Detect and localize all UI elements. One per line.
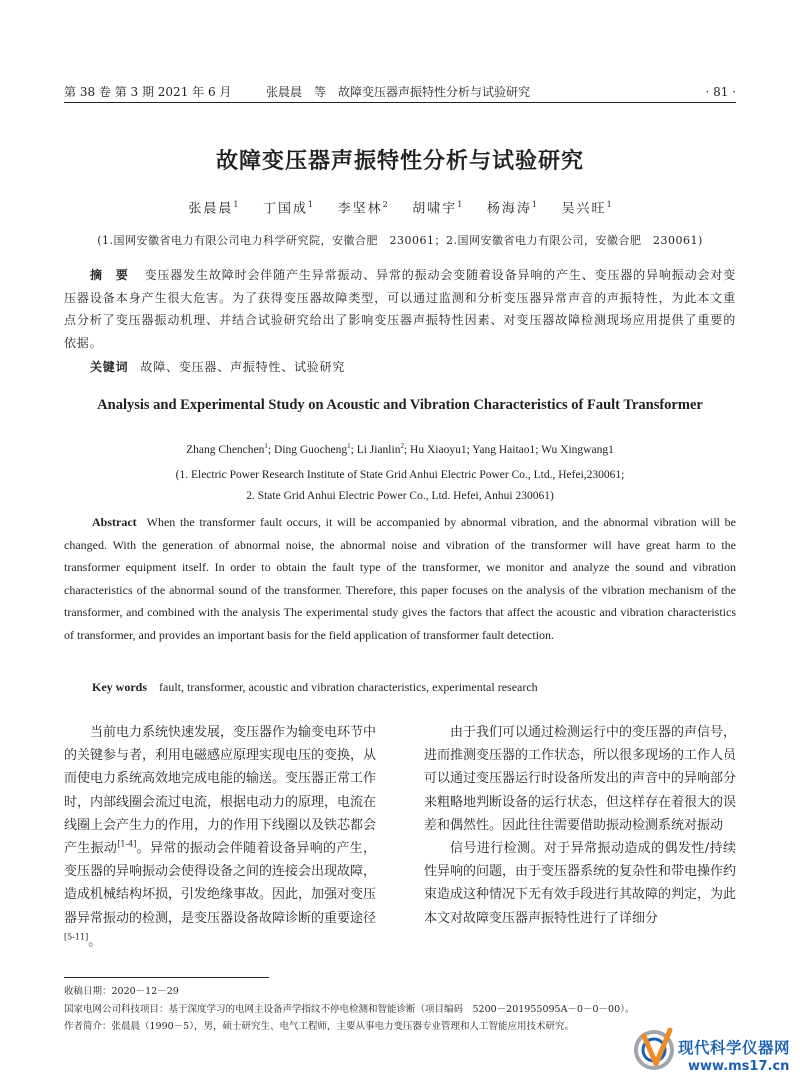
- keywords-text-en: fault, transformer, acoustic and vibration characteristics, experimental research: [159, 680, 538, 694]
- author-affil-mark: 1: [347, 442, 351, 450]
- running-title: 张晨晨 等 故障变压器声振特性分析与试验研究: [266, 85, 531, 99]
- running-header: [64, 84, 736, 100]
- body-text: 当前电力系统快速发展，变压器作为输变电环节中的关键参与者，利用电磁感应原理实现电压的变换，从而使电力系统高效地完成电能的输送。变压器正常工作时，内部线圈会流过电流，根据电动力的原理，电流在线圈上会产生力的作用，力的作用下线圈以及铁芯都会产生振动: [64, 725, 377, 857]
- citation-ref: [1-4]: [117, 839, 137, 849]
- body-paragraph: [64, 721, 376, 953]
- footnote-fund: 国家电网公司科技项目：基于深度学习的电网主设备声学指纹不停电检测和智能诊断（项目编码 5200－201955095A－0－0－00）。: [64, 1004, 635, 1015]
- author-affil-mark: 1: [606, 200, 612, 209]
- abstract-text-en: When the transformer fault occurs, it will be accompanied by abnormal vibration, and the abnormal vibration will be changed. With the generation of abnormal noise, the abnormal noise and vibration of the transformer will have great harm to the transformer equipment itself. In order to obtain the fault type of the transformer, we monitor and analyze the sound and vibration characteristics of the abnormal sound of the transformer. Therefore, this paper focuses on the analysis of the vibration mechanism of the transformer, and combined with the analysis The experimental study gives the factors that affect the acoustic and vibration characteristics of transformer, and provides an important basis for the field application of transformer fault detection.: [64, 515, 736, 642]
- abstract-text-cn: 变压器发生故障时会伴随产生异常振动、异常的振动会变随着设备异响的产生、变压器的异响振动会对变压器设备本身产生很大危害。为了获得变压器故障类型，可以通过监测和分析变压器异常声音的声振特性，为此本文重点分析了变压器振动机理、并结合试验研究给出了影响变压器声振特性因素、对变压器故障检测现场应用提供了重要的依据。: [64, 268, 736, 350]
- abstract-en: [64, 511, 736, 646]
- author-name: Yang Haitao1: [472, 443, 536, 456]
- author-affil-mark: 1: [233, 200, 239, 209]
- author-name: Hu Xiaoyu1: [410, 443, 467, 456]
- keywords-label-en: Key words: [92, 680, 147, 694]
- author-name: Li Jianlin: [356, 443, 401, 456]
- body-column-left: [64, 721, 376, 953]
- body-column-right: [424, 721, 736, 930]
- author-name: Ding Guocheng: [273, 443, 348, 456]
- author-affil-mark: 1: [457, 200, 463, 209]
- body-text: 。异常的振动会伴随着设备异响的产生，变压器的异响振动会使得设备之间的连接会出现故障，造成机械结构坏损，引发绝缘事故。因此，加强对变压器异常振动的检测，是变压器设备故障诊断的重要途径: [64, 841, 377, 926]
- footnote-author-bio: 作者简介：张晨晨（1990－5），男，硕士研究生、电气工程师，主要从事电力变压器专业管理和人工智能应用技术研究。: [64, 1021, 574, 1032]
- paper-title-en: Analysis and Experimental Study on Acoustic and Vibration Characteristics of Fault Transformer: [97, 397, 703, 413]
- site-watermark: [630, 1022, 798, 1082]
- body-paragraph: 由于我们可以通过检测运行中的变压器的声信号，进而推测变压器的工作状态，所以很多现场的工作人员可以通过变压器运行时设备所发出的声音中的异响部分来粗略地判断设备的运行状态，但这样存在着很大的误差和偶然性。因此往往需要借助振动检测系统对振动: [424, 725, 737, 833]
- keywords-cn: [90, 358, 736, 376]
- affiliation-cn: (1.国网安徽省电力有限公司电力科学研究院，安徽合肥 230061；2.国网安徽省电力有限公司，安徽合肥 230061): [97, 234, 703, 247]
- author-name: 胡啸宇: [412, 201, 458, 217]
- author-name: 丁国成: [262, 201, 308, 217]
- author-affil-mark: 1: [531, 200, 538, 209]
- author-list-en: Zhang Chenchen$^1$; Ding Guocheng$^1$; Li Jianlin$^2$; Hu Xiaoyu1; Yang Haitao1; Wu Xingwang1: [186, 442, 614, 456]
- author-name: 张晨晨: [188, 201, 234, 217]
- author-name: Zhang Chenchen: [186, 443, 265, 456]
- author-affil-mark: 1: [264, 442, 268, 450]
- keywords-label-cn: 关键词: [90, 360, 129, 374]
- abstract-label-en: Abstract: [92, 515, 137, 529]
- footnote-rule: [64, 977, 269, 978]
- author-name: 李坚林: [337, 201, 383, 217]
- author-affil-mark: 2: [400, 442, 404, 450]
- body-text: 。: [88, 933, 102, 949]
- header-rule: [64, 102, 736, 103]
- watermark-name: 现代科学仪器网: [678, 1039, 791, 1057]
- paper-title-cn: 故障变压器声振特性分析与试验研究: [215, 148, 584, 174]
- author-affil-mark: 1: [308, 200, 314, 209]
- abstract-label-cn: 摘 要: [90, 268, 129, 282]
- affiliation-en-1: (1. Electric Power Research Institute of State Grid Anhui Electric Power Co., Ltd., Hefei,230061;: [175, 469, 625, 481]
- keywords-text-cn: 故障、变压器、声振特性、试验研究: [140, 360, 346, 374]
- author-name: 杨海涛: [486, 201, 532, 217]
- page-number: · 81 ·: [705, 85, 736, 99]
- affiliation-en-2: 2. State Grid Anhui Electric Power Co., Ltd. Hefei, Anhui 230061): [246, 490, 554, 502]
- footnote-received: 收稿日期：2020－12－29: [64, 986, 179, 997]
- circle-v-logo-icon: [630, 1024, 682, 1076]
- body-paragraph: 信号进行检测。对于异常振动造成的偶发性/持续性异响的问题，由于变压器系统的复杂性和带电操作约束造成这种情况下无有效手段进行其故障的判定，为此本文对故障变压器声振特性进行了详细分: [424, 841, 737, 926]
- keywords-en: [92, 678, 736, 696]
- author-name: Wu Xingwang1: [541, 443, 614, 456]
- author-list-cn: [0, 196, 800, 218]
- watermark-url: www.ms17.cn: [688, 1059, 790, 1074]
- abstract-cn: [64, 264, 736, 354]
- author-affil-mark: 2: [382, 200, 388, 209]
- citation-ref: [5-11]: [64, 932, 89, 942]
- author-name: 吴兴旺: [561, 201, 607, 217]
- journal-issue: 第 38 卷 第 3 期 2021 年 6 月: [64, 85, 232, 99]
